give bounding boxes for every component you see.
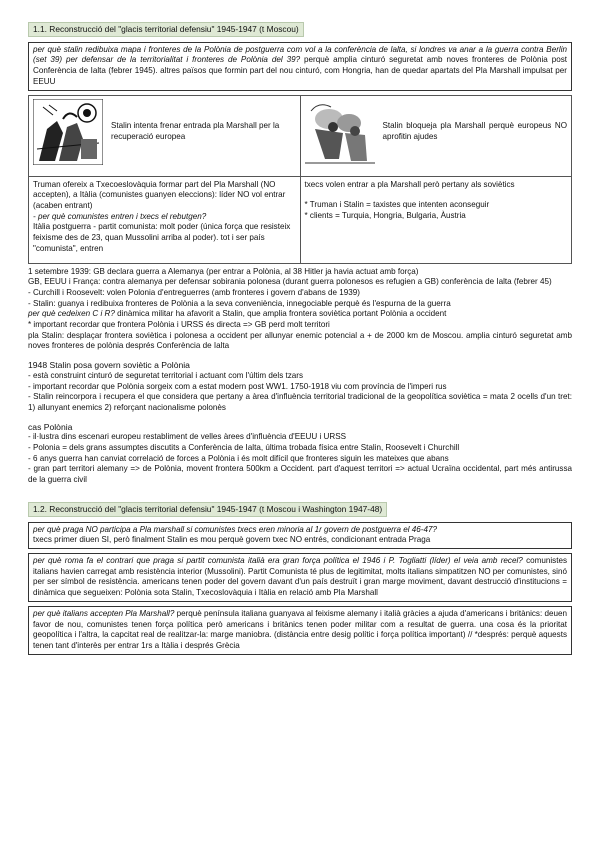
cartoon-grid — [28, 95, 572, 264]
roma-question: per què roma fa el contrari que praga si partit comunista italià era gran força política el 1946 i P. Togliatti (líder) el veia amb recel? — [33, 555, 523, 565]
block-1939-line-3: - Curchill i Roosevelt: volen Polonia d'entreguerres (amb fronteres i govern d'abans de 1939) — [28, 287, 360, 297]
intro-question: per què stalin redibuixa mapa i fronteres de la Polònia de postguerra com vol a la conferència de lalta, si londres va anar a la guerra contra Berlin (set 39) per defensar de la territorialitat i fronteres de Polònia del 39? — [33, 44, 567, 65]
block-1948-line-1: - està construint cinturó de seguretat territorial i actuant com l'últim dels tzars — [28, 370, 304, 380]
stalin-caption: Stalin intenta frenar entrada pla Marshall per la recuperació europea — [111, 120, 280, 141]
block-1948-line-2: - important recordar que Polònia sorgeix com a estat modern post WW1. 1750-1918 viu com província de l'imperi rus — [28, 381, 447, 391]
block-1939 — [28, 267, 572, 353]
block-1939-question: per què cedeixen C i R? — [28, 309, 115, 319]
section-2-title: 1.2. Reconstrucció del "glacis territorial defensiu" 1945-1947 (t Moscou i Washington 1947-48) — [28, 502, 387, 517]
truman-cell — [29, 176, 301, 263]
italians-question: per què italians accepten Pla Marshall? — [33, 608, 175, 618]
section-1-title: 1.1. Reconstrucció del "glacis territorial defensiu" 1945-1947 (t Moscou) — [28, 22, 304, 37]
block-cas-line-2: - Polonia = dels grans assumptes discutits a Conferència de Ialta, última trobada física entre Stalin, Roosevelt i Churchill — [28, 443, 460, 453]
roma-box — [28, 553, 572, 602]
italians-answer: perquè península italiana guanyava al feixisme alemany i italià gràcies a ajuda d'americans i britànics: deuen favor de nou, comunistes tenen força política però americans i britànics tenen poder militar com a resultat de guerra. una cosa és la prioritat geopolítica i l'altra, la capcitat real de realitzar-la: marge maniobra. (distància entre desig polític i força política important) // *després: perquè aquests tenen tant d'interès per entrar 1rs a Itàlia i després Grècia — [33, 608, 567, 650]
block-1948-title: 1948 Stalin posa govern soviètic a Polònia — [28, 360, 190, 371]
truman-italy: Itàlia postguerra - partit comunista: molt poder (única força que resisteix feixisme des de 23, quan Mussolini arriba al poder). tot i ser país "comunista", entren — [33, 222, 291, 253]
block-1939-line-4: - Stalin: guanya i redibuixa fronteres de Polònia a la seva conveniència, innegociable perquè és l'espurna de la guerra — [28, 298, 451, 308]
block-cas-line-1: - il·lustra dins escenari europeu restabliment de velles àrees d'influència d'EEUU i URSS — [28, 432, 346, 442]
block-cas-line-4: - gran part territori alemany => de Polònia, movent frontera 500km a Occident. part d'aquest territori => actual Ucraïna occidental, part més antirussa de la guerra civil — [28, 464, 572, 485]
truman-question: - per què comunistes entren i txecs el rebutgen? — [33, 211, 207, 221]
czech-cell — [300, 176, 572, 263]
czech-text: txecs volen entrar a pla Marshall però pertany als soviètics — [304, 179, 515, 189]
block-1948 — [28, 360, 572, 414]
intro-answer: perquè amplia cinturó seguretat amb noves fronteres de Polònia post Conferència de Ialta (febrer 1945). altres països que formin part del nou cinturó, com Hongria, han de quedar apartats del Pla Marshall impulsat per EEUU — [33, 55, 568, 86]
roma-answer: comunistes italians havien carregat amb resistència interior (Mussolini). Partit Comunista té plus de legitimitat, molts italians simpatitzen NO per comunistes, sinó per ser símbol de resistència. americans tenen poder del govern davant d'un país destruït i gran marge moviment, davant destrucció d'institucions = dinàmica que segueixen: Polònia sota Stalin, Txecoslovàquia i Itàlia en relació amb Pla Marshall — [33, 555, 568, 598]
block-1939-answer: dinàmica militar ha afavorit a Stalin, que amplia frontera soviètica portant Polònia a occident — [114, 309, 447, 319]
document-page — [28, 22, 572, 659]
czech-bullet-1: * Truman i Stalin = taxistes que intenten aconseguir — [304, 200, 490, 210]
praga-answer: txecs primer diuen SI, però finalment Stalin es mou perquè govern txec NO entrés, condicionant entrada Praga — [33, 535, 431, 545]
block-1939-line-5 — [28, 309, 572, 320]
block-cas-title: cas Polònia — [28, 421, 73, 432]
stalin-cartoon-icon — [33, 99, 103, 165]
praga-question: per què praga NO participa a Pla marshall si comunistes txecs eren minoria al 1r govern de postguerra el 46-47? — [33, 524, 437, 534]
stalin-cell — [29, 95, 301, 176]
italians-box — [28, 606, 572, 655]
block-1939-line-1: 1 setembre 1939: GB declara guerra a Alemanya (per entrar a Polònia, al 38 Hitler ja havia actuat amb força) — [28, 266, 419, 276]
block-1948-line-3: - Stalin reincorpora i recupera el que considera que pertany a àrea d'influència territorial tradicional de la geopolítica soviètica = mata 2 ocells d'un tret: 1) allunyant enemics 2) reforçant nacionalisme polonès — [28, 392, 572, 412]
praga-box — [28, 522, 572, 549]
truman-text: Truman ofereix a Txecoeslovàquia formar part del Pla Marshall (NO accepten), a Itàlia (comunistes guanyen eleccions): líder NO vol entrar (acaben entrant) — [33, 179, 286, 210]
intro-box — [28, 42, 572, 91]
czech-bullet-2: * clients = Turquia, Hongria, Bulgaria, Àustria — [304, 210, 466, 220]
marshall-caption: Stalin bloqueja pla Marshall perquè europeus NO aprofitin ajudes — [382, 120, 567, 141]
block-1939-line-6: * important recordar que frontera Polònia i URSS és directa => GB perd molt territori — [28, 320, 330, 330]
block-cas-polonia — [28, 422, 572, 486]
block-cas-line-3: - 6 anys guerra han canviat correlació de forces a Polònia i és molt difícil que fronteres siguin les mateixes que abans — [28, 453, 449, 463]
block-1939-line-2: GB, EEUU i França: contra alemanya per defensar sobirania polonesa (durant guerra polonesos es refugien a GB) conferència de Ialta (febrer 45) — [28, 277, 552, 287]
marshall-cell — [300, 95, 572, 176]
block-1939-line-7: pla Stalin: desplaçar frontera soviètica i polonesa a occident per allunyar enemic potencial a + de 2000 km de Moscou. amplia cinturó seguretat amb noves fronteres de polònia després Conferència de Ialta — [28, 330, 572, 351]
marshall-cartoon-icon — [305, 99, 375, 165]
